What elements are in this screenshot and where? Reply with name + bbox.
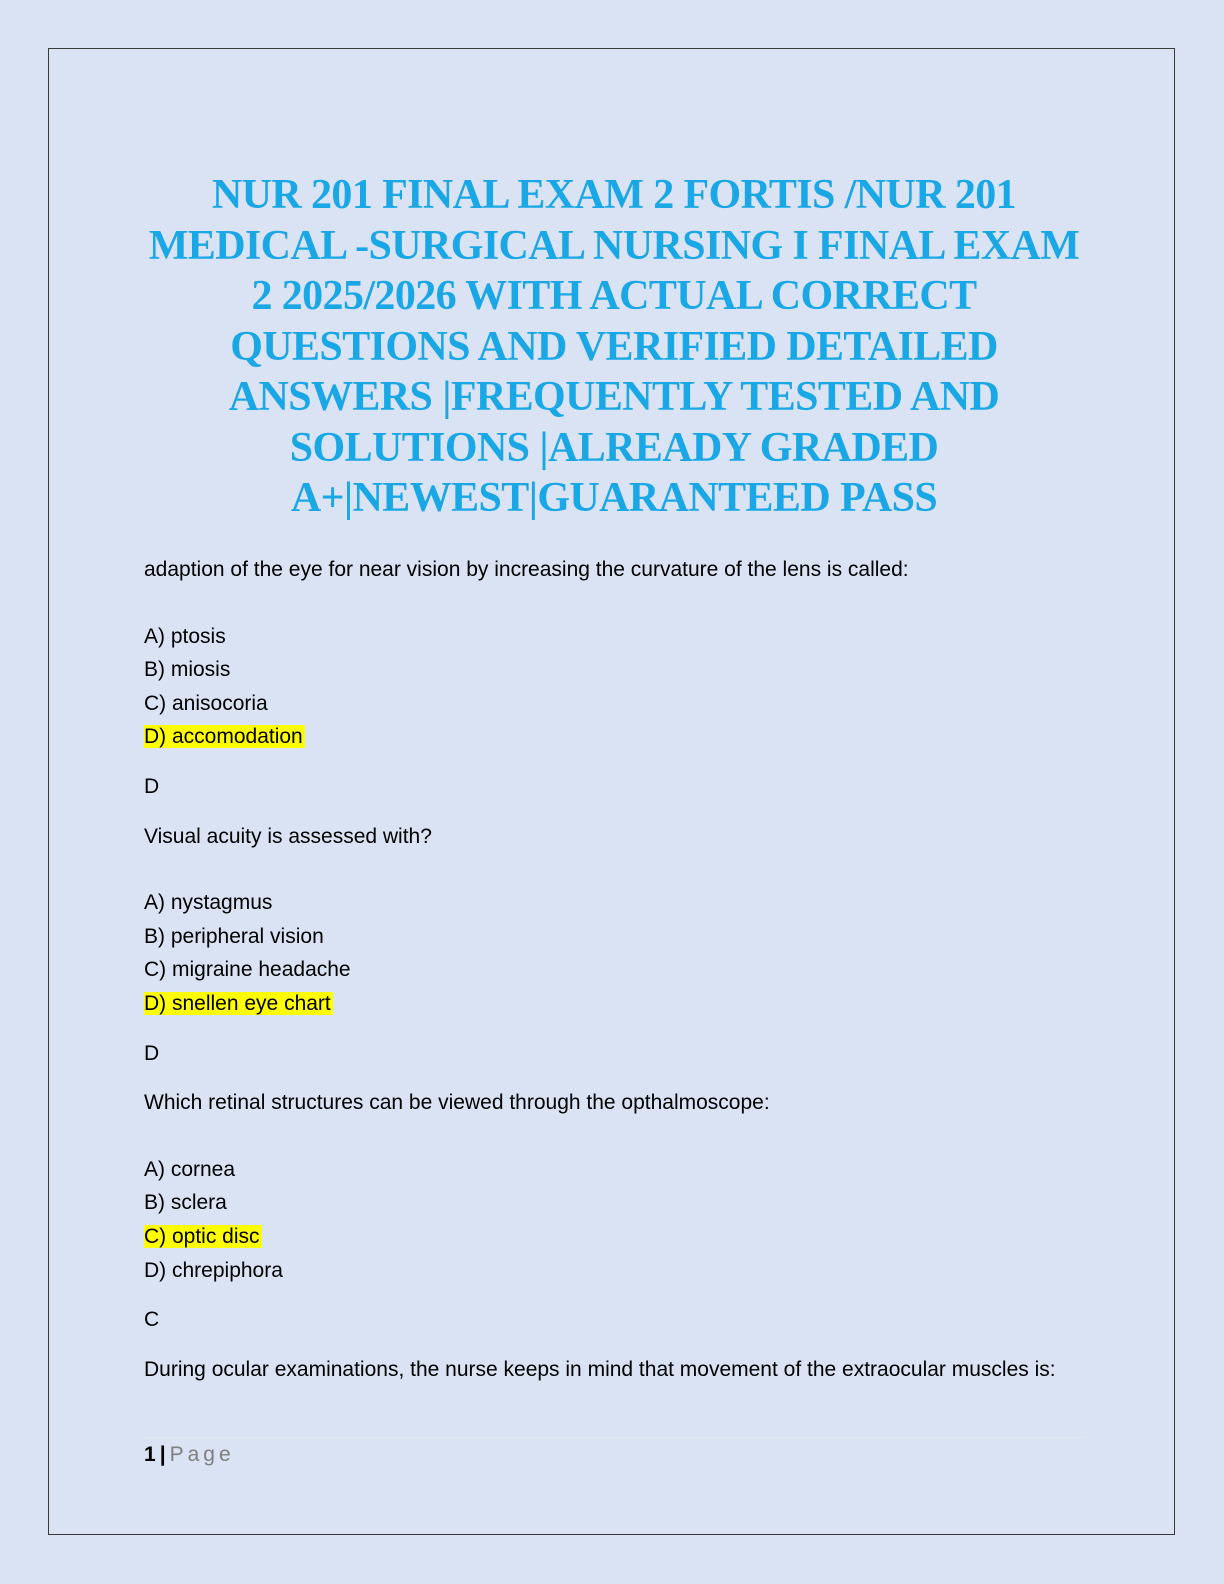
option-c-highlighted: C) optic disc xyxy=(144,1224,260,1248)
answer-letter: C xyxy=(144,1308,160,1332)
option-d-highlighted: D) snellen eye chart xyxy=(144,991,331,1015)
question-text: adaption of the eye for near vision by increasing the curvature of the lens is called: xyxy=(144,558,909,581)
option-a: A) nystagmus xyxy=(144,891,273,915)
question-text: Which retinal structures can be viewed through the opthalmoscope: xyxy=(144,1091,770,1115)
question-block-2 xyxy=(144,820,1084,1071)
option-c: C) anisocoria xyxy=(144,691,268,715)
answer-letter: D xyxy=(144,1041,160,1065)
option-a: A) cornea xyxy=(144,1157,236,1181)
document-title: NUR 201 FINAL EXAM 2 FORTIS /NUR 201 MEDICAL -SURGICAL NURSING I FINAL EXAM 2 2025/2026 WITH ACTUAL CORRECT QUESTIONS AND VERIFIED DETAILED ANSWERS |FREQUENTLY TESTED AND SOLUTIONS |ALREADY GRADED A+|NEWEST|GUARANTEED PASS xyxy=(148,172,1080,521)
option-b: B) sclera xyxy=(144,1191,227,1215)
question-block-3 xyxy=(144,1086,1084,1337)
option-a: A) ptosis xyxy=(144,624,226,648)
question-block-1 xyxy=(144,553,1084,804)
answer-letter: D xyxy=(144,774,160,798)
options-list xyxy=(144,886,1084,1020)
option-d-highlighted: D) accomodation xyxy=(144,725,303,749)
document-body xyxy=(144,553,1084,1386)
options-list xyxy=(144,1153,1084,1287)
footer-separator: | xyxy=(159,1443,166,1466)
question-text-continued: During ocular examinations, the nurse keeps in mind that movement of the extraocular muscles is: xyxy=(144,1357,1056,1381)
question-text: Visual acuity is assessed with? xyxy=(144,824,432,848)
page-number: 1 xyxy=(144,1443,156,1466)
option-b: B) miosis xyxy=(144,658,231,682)
option-b: B) peripheral vision xyxy=(144,924,324,948)
page-footer xyxy=(144,1440,235,1470)
footer-divider xyxy=(144,1437,1084,1438)
page-label: Page xyxy=(169,1443,235,1466)
option-d: D) chrepiphora xyxy=(144,1258,283,1282)
option-c: C) migraine headache xyxy=(144,958,351,982)
options-list xyxy=(144,620,1084,754)
